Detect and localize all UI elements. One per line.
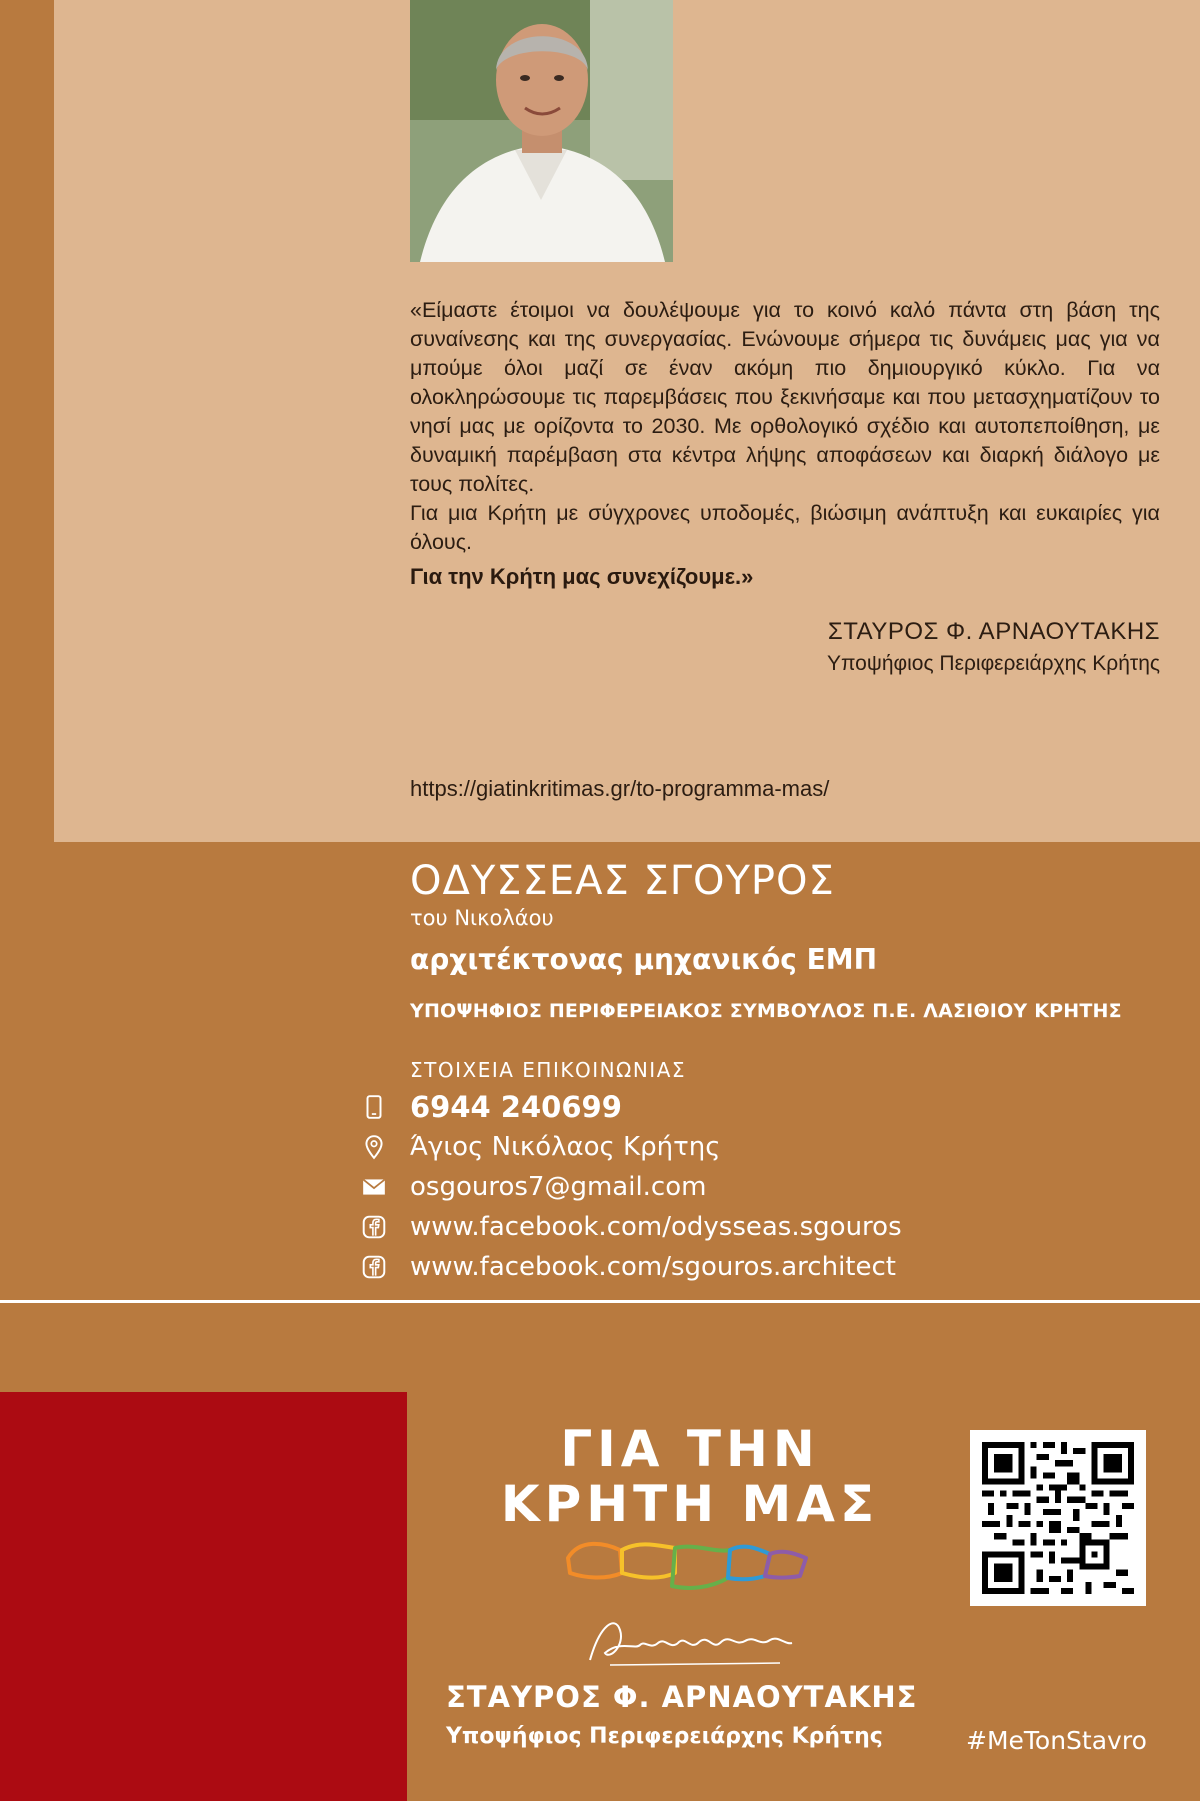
divider: [0, 1300, 1200, 1303]
facebook-icon: [360, 1213, 388, 1241]
signature-name: ΣΤΑΥΡΟΣ Φ. ΑΡΝΑΟΥΤΑΚΗΣ: [827, 618, 1160, 645]
contact-title: ΣΤΟΙΧΕΙΑ ΕΠΙΚΟΙΝΩΝΙΑΣ: [410, 1058, 687, 1082]
envelope-icon: [360, 1173, 388, 1201]
qr-code-icon: [982, 1442, 1134, 1594]
crete-map-icon: [560, 1528, 810, 1608]
contact-facebook-2[interactable]: www.facebook.com/sgouros.architect: [410, 1252, 896, 1282]
campaign-logo: [500, 1420, 880, 1670]
quote-paragraph-2: Για μια Κρήτη με σύγχρονες υποδομές, βιώσιμη ανάπτυξη και ευκαιρίες για όλους.: [410, 501, 1160, 554]
facebook-icon: [360, 1253, 388, 1281]
map-pin-icon: [360, 1133, 388, 1161]
signature-script: [580, 1605, 800, 1675]
contact-facebook1-row[interactable]: [360, 1210, 902, 1244]
contact-location: Άγιος Νικόλαος Κρήτης: [410, 1132, 721, 1162]
qr-code[interactable]: [970, 1430, 1146, 1606]
contact-email[interactable]: osgouros7@gmail.com: [410, 1172, 707, 1202]
hashtag: #MeTonStavro: [966, 1726, 1147, 1755]
mobile-phone-icon: [360, 1093, 388, 1121]
candidate-photo: [410, 0, 673, 262]
candidate-profession: αρχιτέκτονας μηχανικός ΕΜΠ: [410, 943, 878, 976]
quote-text: [410, 296, 1160, 557]
red-block: [0, 1392, 407, 1801]
program-url-link[interactable]: https://giatinkritimas.gr/to-programma-mas/: [410, 776, 830, 801]
footer-role: Υποψήφιος Περιφερειάρχης Κρήτης: [446, 1724, 883, 1749]
candidate-name: ΟΔΥΣΣΕΑΣ ΣΓΟΥΡΟΣ: [410, 858, 835, 904]
contact-location-row: [360, 1130, 720, 1164]
quote-paragraph-1: «Είμαστε έτοιμοι να δουλέψουμε για το κοινό καλό πάντα στη βάση της συναίνεσης και της συνεργασίας. Ενώνουμε σήμερα τις δυνάμεις μας για να μπούμε όλοι μαζί σε έναν ακόμη πιο δημιουργικό κύκλο. Για να ολοκληρώσουμε τις παρεμβάσεις που ξεκινήσαμε και που μετασχηματίζουν το νησί μας με ορίζοντα το 2030. Με ορθολογικό σχέδιο και αυτοπεποίθηση, με δυναμική παρέμβαση στα κέντρα λήψης αποφάσεων και διαρκή διάλογο με τους πολίτες.: [410, 298, 1160, 496]
contact-phone-row[interactable]: [360, 1090, 622, 1124]
footer-name: ΣΤΑΥΡΟΣ Φ. ΑΡΝΑΟΥΤΑΚΗΣ: [446, 1680, 918, 1714]
contact-phone[interactable]: 6944 240699: [410, 1090, 622, 1124]
contact-email-row[interactable]: [360, 1170, 706, 1204]
candidate-role: ΥΠΟΨΗΦΙΟΣ ΠΕΡΙΦΕΡΕΙΑΚΟΣ ΣΥΜΒΟΥΛΟΣ Π.Ε. ΛΑΣΙΘΙΟΥ ΚΡΗΤΗΣ: [410, 1000, 1122, 1022]
quote-closing: Για την Κρήτη μας συνεχίζουμε.»: [410, 564, 754, 589]
contact-facebook-1[interactable]: www.facebook.com/odysseas.sgouros: [410, 1212, 902, 1242]
contact-facebook2-row[interactable]: [360, 1250, 896, 1284]
logo-line-2: ΚΡΗΤΗ ΜΑΣ: [500, 1475, 880, 1533]
signature-role: Υποψήφιος Περιφερειάρχης Κρήτης: [826, 652, 1160, 675]
candidate-father: του Νικολάου: [410, 906, 554, 930]
logo-line-1: ΓΙΑ ΤΗΝ: [560, 1420, 820, 1478]
